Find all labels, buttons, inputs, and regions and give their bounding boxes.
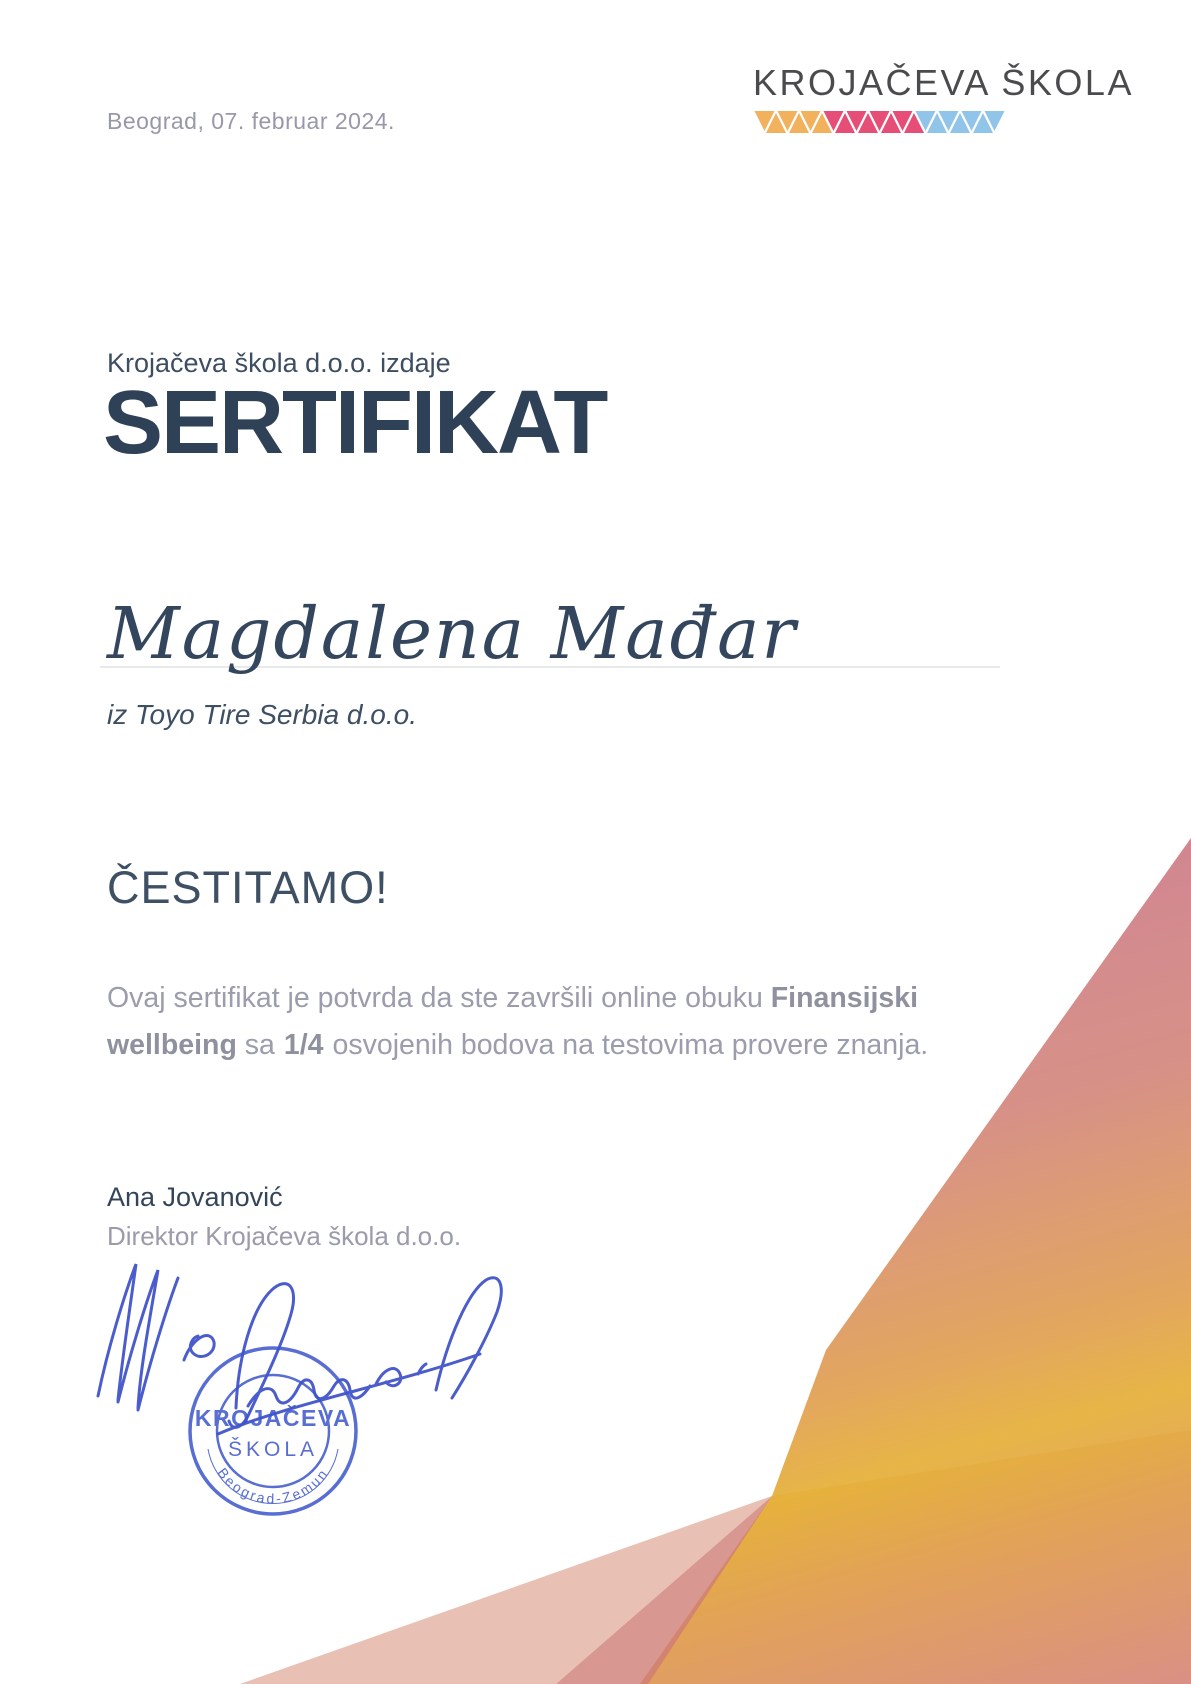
logo-wordmark: KROJAČEVA ŠKOLA	[753, 62, 1134, 103]
stamp-arc-text: Beograd-Zemun	[214, 1464, 332, 1507]
congrats-text-prefix: Ovaj sertifikat je potvrda da ste završili online obuku	[107, 981, 771, 1014]
congrats-paragraph	[107, 975, 1007, 1069]
congrats-text-suffix: osvojenih bodova na testovima provere znanja.	[332, 1028, 929, 1061]
course-name: Finansijski wellbeing	[107, 981, 919, 1061]
signatory-title: Direktor Krojačeva škola d.o.o.	[107, 1221, 462, 1251]
certificate-title: SERTIFIKAT	[103, 373, 607, 473]
congrats-heading: ČESTITAMO!	[107, 862, 389, 913]
company-stamp	[186, 1344, 360, 1518]
issuer-line: Krojačeva škola d.o.o. izdaje	[107, 348, 451, 378]
recipient-company: iz Toyo Tire Serbia d.o.o.	[107, 699, 417, 730]
score-value: 1/4	[283, 1028, 324, 1061]
congrats-text-middle: sa	[236, 1028, 275, 1061]
date-line: Beograd, 07. februar 2024.	[107, 108, 395, 134]
school-logo	[753, 62, 1134, 134]
stamp-line2: ŠKOLA	[227, 1438, 319, 1461]
recipient-name: Magdalena Mađar	[107, 592, 798, 675]
logo-triangle-banner-icon	[753, 111, 1006, 134]
stamp-line1: KROJAČEVA	[194, 1405, 352, 1431]
signatory-name: Ana Jovanović	[107, 1182, 283, 1212]
